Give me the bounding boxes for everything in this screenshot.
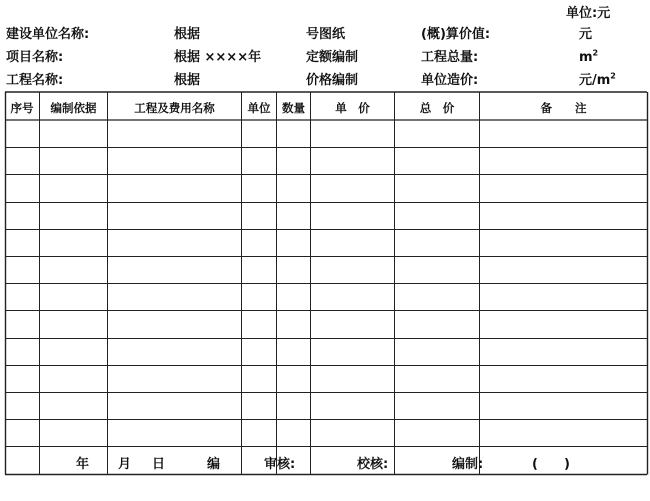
work-name-label: 工程名称: (6, 73, 64, 88)
col-header-basis: 编制依据 (50, 101, 97, 115)
footer-paren: ( ) (532, 457, 570, 472)
drawing-number-label: 号图纸 (306, 27, 346, 42)
col-header-remarks: 备 注 (540, 101, 587, 115)
project-name-label: 项目名称: (6, 50, 64, 65)
basis-label-2: 根据 (174, 73, 201, 88)
unit-cost-unit: 元$/m^2$ (579, 71, 616, 88)
col-header-index: 序号 (10, 101, 34, 115)
total-quantity-unit: $m^2$ (579, 48, 599, 65)
col-header-quantity: 数量 (282, 101, 305, 115)
unit-cost-label: 单位造价: (421, 73, 479, 88)
footer-day: 日 (152, 457, 166, 472)
col-header-total-price: 总 价 (419, 101, 455, 115)
footer-year: 年 (76, 457, 90, 472)
footer-prepared: 编制: (452, 457, 484, 472)
estimate-value-unit: 元 (579, 27, 593, 42)
footer-compile: 编 (207, 457, 221, 472)
col-header-item-name: 工程及费用名称 (134, 101, 215, 115)
footer-proof: 校核: (357, 457, 389, 472)
estimate-value-label: (概)算价值: (421, 27, 491, 42)
price-compilation-label: 价格编制 (306, 73, 359, 88)
basis-label: 根据 (174, 27, 201, 42)
col-header-unit: 单位 (247, 101, 271, 115)
construction-unit-label: 建设单位名称: (6, 27, 90, 42)
col-header-unit-price: 单 价 (335, 101, 370, 115)
total-quantity-label: 工程总量: (421, 50, 479, 65)
footer-month: 月 (118, 457, 132, 472)
footer-review: 审核: (264, 457, 296, 472)
basis-year-label: 根据 ××××年 (174, 50, 262, 65)
quota-label: 定额编制 (306, 50, 359, 65)
unit-note: 单位:元 (566, 6, 611, 21)
